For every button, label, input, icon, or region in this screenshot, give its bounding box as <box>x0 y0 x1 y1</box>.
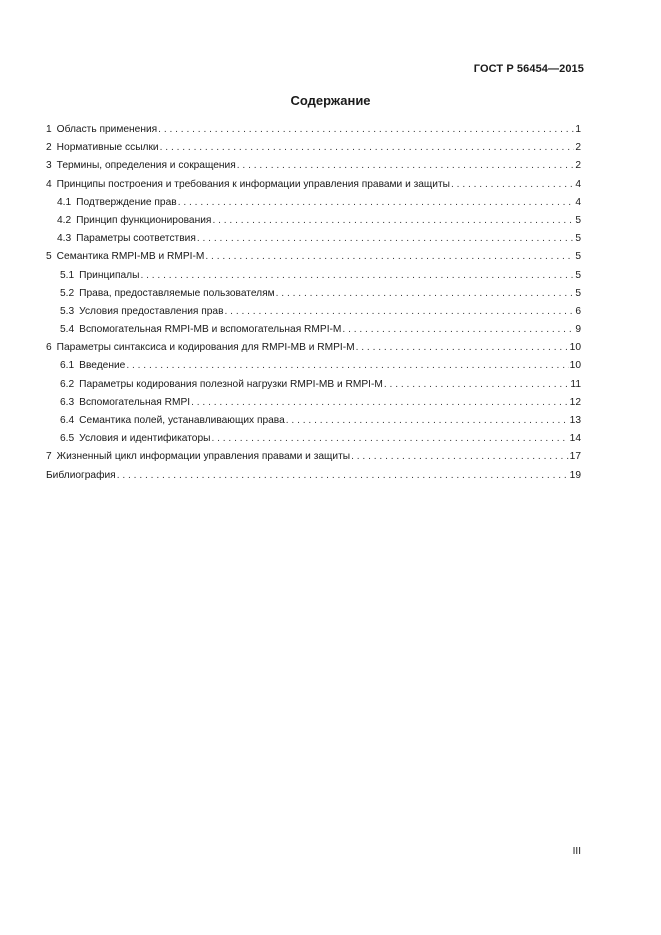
toc-entry[interactable] <box>46 121 581 139</box>
toc-entry[interactable] <box>46 467 581 485</box>
toc-entry-label: Принципалы <box>79 269 140 281</box>
toc-leader-dots <box>384 376 570 394</box>
toc-entry-page: 19 <box>569 469 581 481</box>
toc-leader-dots <box>211 430 568 448</box>
toc-entry-page: 1 <box>575 124 581 135</box>
toc-entry-page: 6 <box>575 305 581 317</box>
toc-entry[interactable] <box>46 267 581 285</box>
toc-entry-number: 4.1 <box>57 196 72 208</box>
toc-leader-dots <box>276 285 575 303</box>
toc-entry[interactable] <box>46 230 581 248</box>
toc-entry-number: 4 <box>46 178 52 190</box>
toc-entry-number: 4.3 <box>57 233 72 245</box>
toc-entry[interactable] <box>46 430 581 448</box>
toc-entry-number: 5.2 <box>60 287 75 299</box>
toc-leader-dots <box>342 321 574 339</box>
toc-entry-page: 14 <box>569 433 581 445</box>
toc-entry[interactable] <box>46 357 581 375</box>
toc-entry-label: Нормативные ссылки <box>56 142 159 154</box>
toc-entry-label: Введение <box>79 360 126 372</box>
document-header: ГОСТ Р 56454—2015 <box>473 63 584 75</box>
toc-entry-number: 7 <box>46 451 52 463</box>
toc-leader-dots <box>140 267 574 285</box>
toc-leader-dots <box>191 394 569 412</box>
toc-entry-page: 2 <box>575 142 581 154</box>
toc-entry-label: Условия предоставления прав <box>79 305 224 317</box>
toc-entry-label: Параметры соответствия <box>76 233 196 245</box>
toc-entry[interactable] <box>46 139 581 157</box>
toc-entry-page: 11 <box>570 378 581 390</box>
toc-leader-dots <box>225 303 575 321</box>
toc-entry-number: 5.3 <box>60 305 75 317</box>
toc-leader-dots <box>451 176 574 194</box>
toc-entry-page: 5 <box>575 287 581 299</box>
toc-entry-label: Параметры синтаксиса и кодирования для RMPI-MB и RMPI-M <box>56 342 355 354</box>
toc-entry-label: Жизненный цикл информации управления правами и защиты <box>56 451 351 463</box>
toc-entry[interactable] <box>46 321 581 339</box>
page-number: III <box>572 846 581 857</box>
toc-entry-label: Вспомогательная RMPI <box>79 396 191 408</box>
toc-entry[interactable] <box>46 248 581 266</box>
toc-title: Содержание <box>290 93 371 108</box>
toc-entry-number: 2 <box>46 142 52 154</box>
toc-entry-label: Область применения <box>56 124 158 135</box>
toc-entry-label: Библиография <box>46 469 116 481</box>
toc-entry[interactable] <box>46 448 581 466</box>
toc-entry-page: 10 <box>569 360 581 372</box>
toc-entry-page: 4 <box>575 178 581 190</box>
toc-leader-dots <box>158 121 574 139</box>
toc-entry[interactable] <box>46 376 581 394</box>
toc-leader-dots <box>212 212 574 230</box>
toc-entry-label: Подтверждение прав <box>76 196 177 208</box>
toc-entry-number: 6.2 <box>60 378 75 390</box>
toc-entry-number: 3 <box>46 160 52 172</box>
toc-entry-page: 4 <box>575 196 581 208</box>
toc-entry-number: 5 <box>46 251 52 263</box>
toc-leader-dots <box>237 157 575 175</box>
toc-leader-dots <box>351 448 569 466</box>
toc-entry-label: Права, предоставляемые пользователям <box>79 287 275 299</box>
toc-entry-label: Параметры кодирования полезной нагрузки RMPI-MB и RMPI-M <box>79 378 383 390</box>
toc-entry-label: Принципы построения и требования к информации управления правами и защиты <box>56 178 450 190</box>
toc-entry[interactable] <box>46 285 581 303</box>
toc-entry-label: Условия и идентификаторы <box>79 433 211 445</box>
toc-entry-page: 9 <box>575 324 581 336</box>
toc-entry-page: 13 <box>569 415 581 426</box>
toc-entry-page: 5 <box>575 233 581 245</box>
toc-entry[interactable] <box>46 176 581 194</box>
toc-entry-page: 5 <box>575 269 581 281</box>
toc-entry[interactable] <box>46 303 581 321</box>
toc-leader-dots <box>178 194 575 212</box>
toc-entry[interactable] <box>46 194 581 212</box>
toc-leader-dots <box>205 248 574 266</box>
toc-entry-number: 6.3 <box>60 396 75 408</box>
toc-entry-number: 1 <box>46 124 52 135</box>
toc-entry-number: 6.5 <box>60 433 75 445</box>
toc-leader-dots <box>117 467 569 485</box>
toc-entry-label: Принцип функционирования <box>76 214 212 226</box>
toc-entry-page: 2 <box>575 160 581 172</box>
toc-entry-number: 5.4 <box>60 324 75 336</box>
toc-entry-number: 6.4 <box>60 415 75 426</box>
toc-entry-page: 5 <box>575 214 581 226</box>
toc-entry-label: Семантика полей, устанавливающих права <box>79 415 285 426</box>
toc-leader-dots <box>197 230 574 248</box>
toc-entry[interactable] <box>46 212 581 230</box>
toc-entry[interactable] <box>46 394 581 412</box>
toc-entry-page: 10 <box>569 342 581 354</box>
toc-leader-dots <box>356 339 569 357</box>
toc-leader-dots <box>286 412 569 430</box>
toc-entry-number: 5.1 <box>60 269 75 281</box>
toc-entry-number: 4.2 <box>57 214 72 226</box>
toc-leader-dots <box>126 357 568 375</box>
toc-leader-dots <box>160 139 575 157</box>
toc-entry-page: 5 <box>575 251 581 263</box>
toc-entry-page: 12 <box>569 396 581 408</box>
toc-entry-number: 6 <box>46 342 52 354</box>
toc-entry[interactable] <box>46 339 581 357</box>
toc-entry-label: Семантика RMPI-MB и RMPI-M <box>56 251 205 263</box>
toc-entry-page: 17 <box>569 451 581 463</box>
toc-entry[interactable] <box>46 412 581 430</box>
toc-entry-number: 6.1 <box>60 360 75 372</box>
toc-entry-label: Вспомогательная RMPI-MB и вспомогательная RMPI-M <box>79 324 342 336</box>
toc-entry-label: Термины, определения и сокращения <box>56 160 236 172</box>
table-of-contents <box>46 121 581 485</box>
toc-entry[interactable] <box>46 157 581 175</box>
